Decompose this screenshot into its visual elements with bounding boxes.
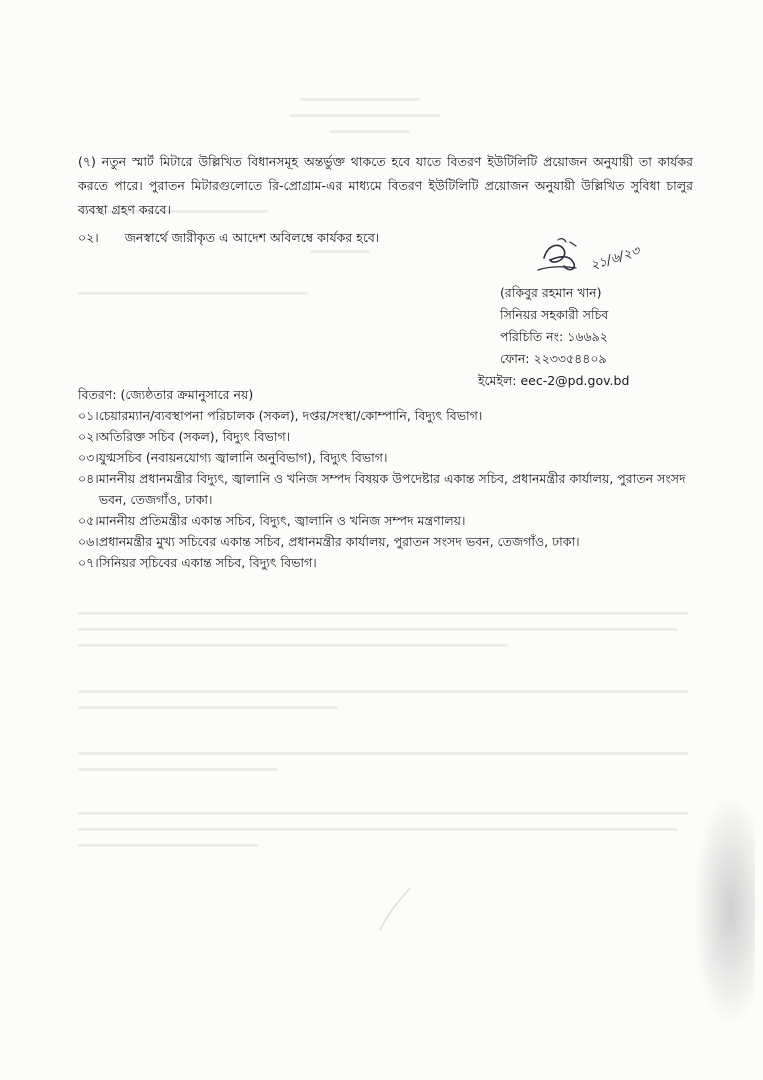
distribution-item-text: অতিরিক্ত সচিব (সকল), বিদ্যুৎ বিভাগ।	[98, 429, 291, 444]
signatory-name: (রকিবুর রহমান খান)	[500, 285, 602, 300]
distribution-item-text: যুগ্মসচিব (নবায়নযোগ্য জ্বালানি অনুবিভাগ), বিদ্যুৎ বিভাগ।	[98, 450, 388, 465]
ink-smudge	[695, 800, 755, 1020]
distribution-item-number: ০৩।	[78, 450, 99, 465]
section-2-number: ০২।	[78, 230, 99, 245]
distribution-item-number: ০৪।	[78, 471, 99, 486]
handwritten-signature	[530, 236, 680, 286]
distribution-item-text: সিনিয়র সচিবের একান্ত সচিব, বিদ্যুৎ বিভাগ।	[98, 555, 317, 570]
distribution-item	[78, 447, 693, 468]
faint-pen-mark	[370, 880, 430, 940]
distribution-item	[78, 552, 693, 573]
distribution-item-number: ০৫।	[78, 513, 99, 528]
clause-7-paragraph	[78, 150, 693, 222]
distribution-item	[78, 531, 693, 552]
distribution-item	[78, 468, 693, 510]
distribution-item	[78, 510, 693, 531]
distribution-item-text: চেয়ারম্যান/ব্যবস্থাপনা পরিচালক (সকল), দপ্তর/সংস্থা/কোম্পানি, বিদ্যুৎ বিভাগ।	[98, 408, 483, 423]
distribution-item-number: ০১।	[78, 408, 99, 423]
signature-block	[478, 282, 630, 392]
distribution-item-number: ০৭।	[78, 555, 99, 570]
clause-7-text: নতুন স্মার্ট মিটারে উল্লিখিত বিধানসমূহ অন্তর্ভুক্ত থাকতে হবে যাতে বিতরণ ইউটিলিটি প্রয়োজন অনুযায়ী তা কার্যকর করতে পারে। পুরাতন মিটারগুলোতে রি-প্রোগ্রাম-এর মাধ্যমে বিতরণ ইউটিলিটি প্রয়োজন অনুযায়ী উল্লিখিত সুবিধা চালুর ব্যবস্থা গ্রহণ করবে।	[78, 154, 693, 217]
distribution-item-text: মাননীয় প্রধানমন্ত্রীর বিদ্যুৎ, জ্বালানি ও খনিজ সম্পদ বিষয়ক উপদেষ্টার একান্ত সচিব, প্রধানমন্ত্রীর কার্যালয়, পুরাতন সংসদ ভবন, তেজগাঁও, ঢাকা।	[98, 471, 686, 507]
distribution-item-number: ০২।	[78, 429, 99, 444]
distribution-item	[78, 426, 693, 447]
signatory-email: ইমেইল: eec-2@pd.gov.bd	[478, 373, 630, 388]
distribution-item-text: মাননীয় প্রতিমন্ত্রীর একান্ত সচিব, বিদ্যুৎ, জ্বালানি ও খনিজ সম্পদ মন্ত্রণালয়।	[98, 513, 466, 528]
handwritten-date: ২১/৬/২৩	[588, 243, 642, 274]
signatory-designation: সিনিয়র সহকারী সচিব	[500, 307, 609, 322]
signatory-phone: ফোন: ২২৩৩৫৪৪০৯	[500, 351, 607, 366]
distribution-list	[78, 384, 693, 573]
signatory-id: পরিচিতি নং: ১৬৬৯২	[500, 329, 608, 344]
distribution-item-text: প্রধানমন্ত্রীর মুখ্য সচিবের একান্ত সচিব, প্রধানমন্ত্রীর কার্যালয়, পুরাতন সংসদ ভবন, তেজগাঁও, ঢাকা।	[98, 534, 580, 549]
section-2-text: জনস্বার্থে জারীকৃত এ আদেশ অবিলম্বে কার্যকর হবে।	[124, 230, 380, 245]
distribution-item	[78, 405, 693, 426]
section-2-line	[78, 228, 379, 248]
distribution-item-number: ০৬।	[78, 534, 99, 549]
clause-7-label: (৭)	[78, 154, 96, 169]
distribution-heading: বিতরণ: (জ্যেষ্ঠতার ক্রমানুসারে নয়)	[78, 387, 254, 402]
